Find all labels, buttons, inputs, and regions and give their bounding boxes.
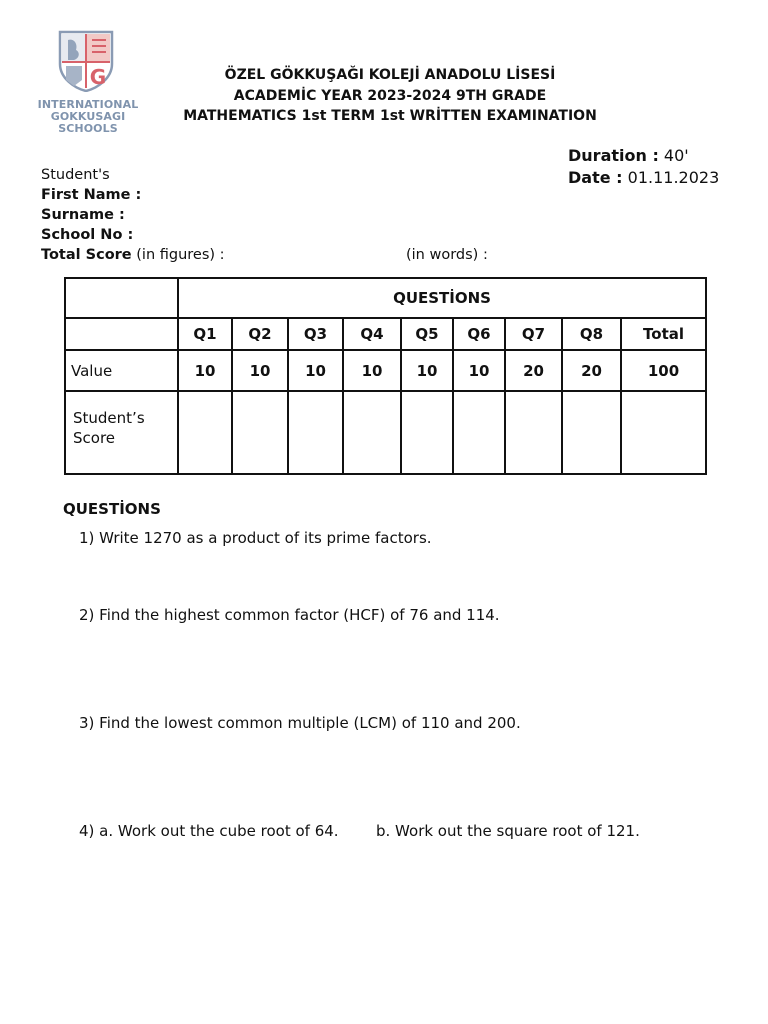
score-entry-cell[interactable]: [453, 391, 505, 474]
school-no-label: School No :: [41, 227, 134, 243]
in-words-label: (in words) :: [406, 247, 488, 263]
question-4a: 4) a. Work out the cube root of 64.: [79, 822, 339, 840]
table-corner-cell: [65, 278, 178, 318]
student-heading: Student's: [41, 167, 110, 183]
column-header-total: Total: [621, 318, 706, 350]
value-cell: 10: [401, 350, 453, 391]
student-score-label-line-2: Score: [73, 429, 116, 447]
value-cell: 10: [343, 350, 401, 391]
shield-icon: [58, 30, 114, 92]
school-name: ÖZEL GÖKKUŞAĞI KOLEJİ ANADOLU LİSESİ: [224, 67, 556, 83]
score-entry-cell-total[interactable]: [621, 391, 706, 474]
value-cell: 10: [453, 350, 505, 391]
value-cell-total: 100: [621, 350, 706, 391]
column-header: Q8: [562, 318, 621, 350]
score-entry-cell[interactable]: [505, 391, 562, 474]
student-score-label: [65, 391, 178, 474]
question-4b: b. Work out the square root of 121.: [376, 822, 640, 840]
question-1: 1) Write 1270 as a product of its prime factors.: [79, 529, 432, 547]
value-label: Value: [65, 350, 178, 391]
column-header: Q2: [232, 318, 288, 350]
duration-value: 40': [658, 146, 689, 165]
in-figures-label: (in figures) :: [131, 247, 225, 263]
value-cell: 10: [232, 350, 288, 391]
exam-title: MATHEMATICS 1st TERM 1st WRİTTEN EXAMINATION: [183, 108, 597, 124]
school-logo: [22, 30, 154, 135]
table-header-row: [65, 278, 706, 318]
exam-date: [568, 168, 719, 187]
questions-heading: QUESTİONS: [63, 500, 161, 518]
logo-letter: G: [89, 65, 107, 89]
student-score-row: [65, 391, 706, 474]
total-score-label: Total Score: [41, 247, 132, 263]
logo-line-1: INTERNATIONAL: [37, 98, 139, 111]
column-header: Q6: [453, 318, 505, 350]
column-header: Q7: [505, 318, 562, 350]
question-2: 2) Find the highest common factor (HCF) of 76 and 114.: [79, 606, 500, 624]
score-entry-cell[interactable]: [562, 391, 621, 474]
surname-label: Surname :: [41, 207, 125, 223]
column-header: Q3: [288, 318, 343, 350]
value-cell: 10: [178, 350, 232, 391]
duration: [568, 146, 689, 165]
question-columns-row: [65, 318, 706, 350]
question-3: 3) Find the lowest common multiple (LCM) of 110 and 200.: [79, 714, 521, 732]
score-table: [64, 277, 707, 475]
score-entry-cell[interactable]: [288, 391, 343, 474]
value-cell: 20: [505, 350, 562, 391]
value-row: [65, 350, 706, 391]
date-value: 01.11.2023: [622, 168, 720, 187]
date-label: Date :: [568, 168, 623, 187]
column-header: Q4: [343, 318, 401, 350]
duration-label: Duration :: [568, 146, 659, 165]
column-header: Q1: [178, 318, 232, 350]
academic-year: ACADEMİC YEAR 2023-2024 9TH GRADE: [233, 88, 547, 104]
score-entry-cell[interactable]: [401, 391, 453, 474]
value-cell: 10: [288, 350, 343, 391]
score-entry-cell[interactable]: [232, 391, 288, 474]
score-entry-cell[interactable]: [178, 391, 232, 474]
questions-header: QUESTİONS: [178, 278, 706, 318]
total-score-line: [41, 247, 225, 263]
table-empty-cell: [65, 318, 178, 350]
student-score-label-line-1: Student’s: [73, 409, 145, 427]
value-cell: 20: [562, 350, 621, 391]
logo-line-2: GOKKUSAGI SCHOOLS: [50, 110, 126, 135]
first-name-label: First Name :: [41, 187, 142, 203]
column-header: Q5: [401, 318, 453, 350]
score-entry-cell[interactable]: [343, 391, 401, 474]
